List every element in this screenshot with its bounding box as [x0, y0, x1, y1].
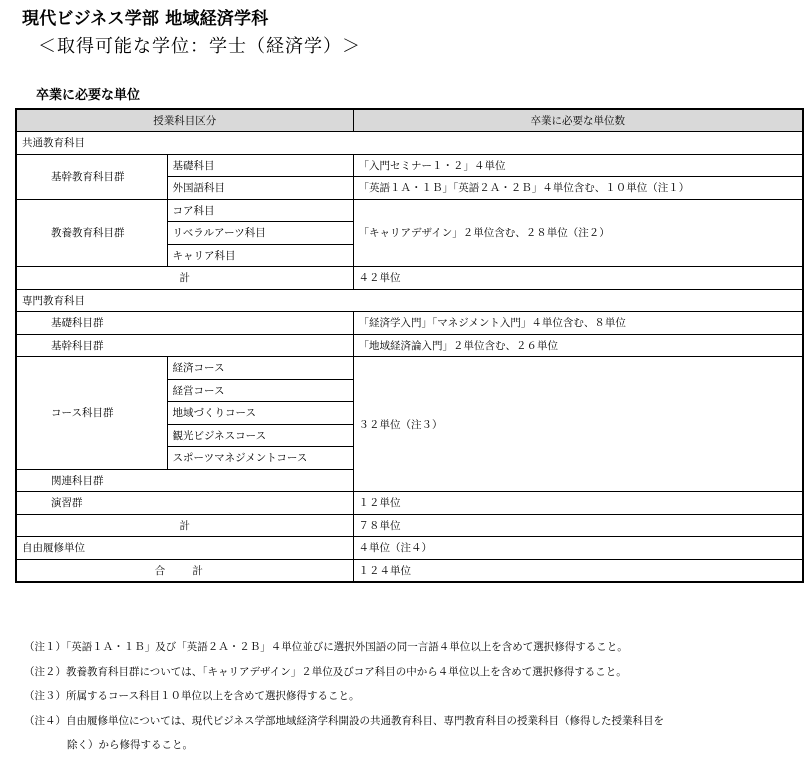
note-2: （注２）教養教育科目群については、「キャリアデザイン」２単位及びコア科目の中から４単位以上を含めて選択修得すること。: [24, 665, 627, 678]
degree-title: ＜取得可能な学位：学士（経済学）＞: [38, 36, 361, 57]
grand-total-units: １２４単位: [353, 559, 803, 582]
seminar-group-label: 演習群: [16, 492, 353, 515]
seminar-group-units: １２単位: [353, 492, 803, 515]
course-item: 地域づくりコース: [167, 402, 353, 425]
major-kiso-group-label: 基礎科目群: [16, 312, 353, 335]
course-item: 観光ビジネスコース: [167, 424, 353, 447]
common-education-label: 共通教育科目: [16, 132, 803, 155]
table-row: [16, 559, 803, 582]
major-subtotal-units: ７８単位: [353, 514, 803, 537]
major-subtotal-label: 計: [16, 514, 353, 537]
related-group-label: 関連科目群: [16, 469, 353, 492]
table-row: [16, 312, 803, 335]
table-row: [16, 267, 803, 290]
common-subtotal-units: ４２単位: [353, 267, 803, 290]
note-4: （注４）自由履修単位については、現代ビジネス学部地域経済学科開設の共通教育科目、専門教育科目の授業科目（修得した授業科目を: [24, 714, 664, 727]
kiso-subject-label: 基礎科目: [167, 154, 353, 177]
course-item: スポーツマネジメントコース: [167, 447, 353, 470]
liberal-arts-label: リベラルアーツ科目: [167, 222, 353, 245]
table-row: [16, 334, 803, 357]
page-title: 現代ビジネス学部 地域経済学科: [22, 9, 269, 29]
kikan-group-label: 基幹教育科目群: [16, 154, 167, 199]
table-row: [16, 154, 803, 177]
table-row: [16, 514, 803, 537]
table-row: [16, 289, 803, 312]
course-item: 経営コース: [167, 379, 353, 402]
major-kikan-group-label: 基幹科目群: [16, 334, 353, 357]
language-subject-label: 外国語科目: [167, 177, 353, 200]
grand-total-label: 合 計: [16, 559, 353, 582]
language-subject-units: 「英語１Ａ・１Ｂ」「英語２Ａ・２Ｂ」４単位含む、１０単位（注１）: [353, 177, 803, 200]
note-3: （注３）所属するコース科目１０単位以上を含めて選択修得すること。: [24, 690, 360, 702]
table-row: [16, 199, 803, 222]
table-header-row: [16, 109, 803, 132]
course-item: 経済コース: [167, 357, 353, 380]
note-1: （注１）「英語１Ａ・１Ｂ」及び「英語２Ａ・２Ｂ」４単位並びに選択外国語の同一言語４単位以上を含めて選択修得すること。: [24, 641, 628, 653]
major-education-label: 専門教育科目: [16, 289, 803, 312]
major-kiso-group-units: 「経済学入門」「マネジメント入門」４単位含む、８単位: [353, 312, 803, 335]
major-kikan-group-units: 「地域経済論入門」２単位含む、２６単位: [353, 334, 803, 357]
kyoyo-group-units: 「キャリアデザイン」２単位含む、２８単位（注２）: [353, 199, 803, 267]
notes: [24, 635, 664, 758]
table-row: [16, 492, 803, 515]
kyoyo-group-label: 教養教育科目群: [16, 199, 167, 267]
table-row: [16, 537, 803, 560]
career-subject-label: キャリア科目: [167, 244, 353, 267]
core-subject-label: コア科目: [167, 199, 353, 222]
course-group-label: コース科目群: [16, 357, 167, 470]
table-row: [16, 357, 803, 380]
col-header-category: 授業科目区分: [16, 109, 353, 132]
requirements-table: [15, 108, 804, 583]
note-4-continued: 除く）から修得すること。: [67, 739, 193, 751]
table-row: [16, 132, 803, 155]
kiso-subject-units: 「入門セミナー１・２」４単位: [353, 154, 803, 177]
free-elective-label: 自由履修単位: [16, 537, 353, 560]
course-group-units: ３２単位（注３）: [353, 357, 803, 492]
col-header-units: 卒業に必要な単位数: [353, 109, 803, 132]
common-subtotal-label: 計: [16, 267, 353, 290]
section-title: 卒業に必要な単位: [36, 88, 141, 103]
free-elective-units: ４単位（注４）: [353, 537, 803, 560]
